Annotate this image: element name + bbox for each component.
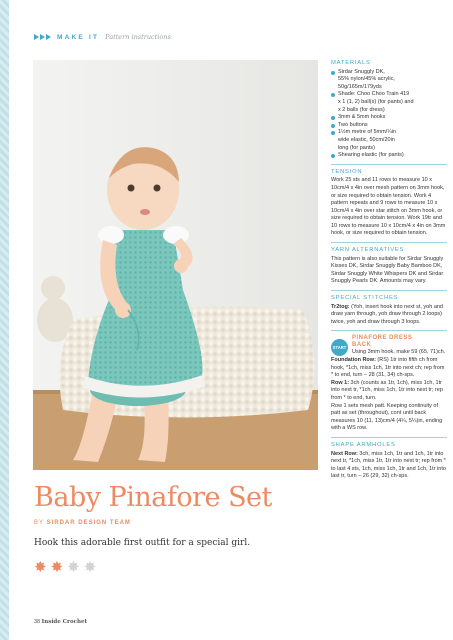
yarn-alternatives-heading: YARN ALTERNATIVES bbox=[331, 247, 405, 254]
tension-section bbox=[331, 169, 447, 243]
materials-heading: MATERIALS bbox=[331, 60, 371, 66]
rating-star-filled-icon: ✸ bbox=[34, 559, 47, 576]
byline bbox=[34, 520, 131, 526]
section-header bbox=[34, 33, 171, 41]
list-item: 1½m metre of 5mm/¼in wide elastic, 50cm/20in long (for pants) bbox=[331, 129, 447, 152]
list-item: Shearing elastic (for pants) bbox=[331, 152, 447, 160]
rating-star-empty-icon: ✸ bbox=[83, 559, 97, 576]
pattern-row: Foundation Row: (RS) 1tr into fifth ch from hook, *1ch, miss 1ch, 1tr into next ch; rep from * to end, turn – 28 (31, 34) ch-sps. bbox=[331, 357, 445, 379]
shape-armholes-text: Next Row: 3ch, miss 1ch, 1tr and 1ch, 1tr into next tr, *1ch, miss 1tr, 1tr into next tr; rep from * to last 4 sts, 1ch, miss 1ch, 1tr and 1ch, 1tr into last tr, turn – 26 (29, 32) ch-sps. bbox=[331, 450, 446, 480]
pattern-row: Row 1 sets mesh patt. Keeping continuity of patt as set (throughout), cont until back measures 10 (11, 13)cm/4 (4¼, 5¼)in, ending with a WS row. bbox=[331, 402, 443, 432]
materials-section bbox=[331, 60, 447, 165]
special-stitches-text: Tr2tog: (Yoh, insert hook into next st, yoh and draw yarn through, yoh draw through 2 loops) twice, yoh and draw through 3 loops. bbox=[331, 303, 443, 325]
shape-armholes-section bbox=[331, 442, 447, 485]
list-item: Two buttons bbox=[331, 122, 447, 130]
special-stitches-heading: SPECIAL STITCHES bbox=[331, 295, 399, 302]
pattern-row: Row 1: 3ch (counts as 1tr, 1ch), miss 1ch, 1tr into next tr, *1ch, miss 1ch, 1tr into next tr; rep from * to end, turn. bbox=[331, 379, 443, 401]
shape-armholes-heading: SHAPE ARMHOLES bbox=[331, 441, 396, 448]
page-number: 38 bbox=[34, 619, 41, 625]
list-item: Shade: Choo Choo Train 419 x 1 (1, 2) ball(s) (for pants) and x 2 balls (for dress) bbox=[331, 91, 447, 114]
rating-star-empty-icon: ✸ bbox=[67, 559, 80, 576]
baby-photo bbox=[33, 60, 318, 470]
arrows-icon bbox=[34, 34, 51, 40]
byline-designer: SIRDAR DESIGN TEAM bbox=[46, 520, 131, 526]
tension-heading: TENSION bbox=[331, 168, 363, 175]
tension-text: Work 25 sts and 11 rows to measure 10 x 10cm/4 x 4in over mesh pattern on 3mm hook, or size required to obtain tension. Work 4 pattern repeats and 9 rows to measure 10 x 10cm/4 x 4in over star stitch on 3mm hook, or size required to obtain tension. Work 19tr and 10 rows to measure 10 x 10cm/4 x 4in on 3mm hook, or size required to obtain tension. bbox=[331, 177, 446, 237]
decorative-edge-border bbox=[0, 0, 9, 640]
pinafore-heading: PINAFORE DRESS BACK bbox=[352, 335, 413, 349]
rating-star-filled-icon: ✸ bbox=[50, 559, 64, 576]
difficulty-rating bbox=[34, 560, 96, 575]
pinafore-section bbox=[331, 335, 447, 438]
materials-list bbox=[331, 69, 447, 160]
page-footer bbox=[34, 619, 87, 625]
byline-prefix: BY bbox=[34, 520, 44, 526]
pinafore-intro: Using 3mm hook, make 59 (65, 71)ch. bbox=[352, 349, 446, 356]
list-item: Sirdar Snuggly DK, 55% nylon/45% acrylic, 50g/165m/179yds bbox=[331, 69, 447, 92]
start-badge: START bbox=[331, 339, 348, 356]
yarn-alternatives-section bbox=[331, 247, 447, 291]
publication-name: Inside Crochet bbox=[41, 619, 88, 625]
standfirst: Hook this adorable first outfit for a special girl. bbox=[34, 538, 251, 548]
section-subtitle: Pattern instructions bbox=[105, 33, 171, 41]
special-stitches-section bbox=[331, 295, 447, 331]
article-title: Baby Pinafore Set bbox=[34, 482, 272, 513]
list-item: 3mm & 5mm hooks bbox=[331, 114, 447, 122]
yarn-alternatives-text: This pattern is also suitable for Sirdar Snuggly Kisses DK, Sirdar Snuggly Baby Bamboo DK, Sirdar Snuggly White Whispers DK and Sirdar Snuggly Pearls DK. Amounts may vary. bbox=[331, 255, 444, 285]
section-label: MAKE IT bbox=[57, 33, 100, 41]
pattern-column bbox=[331, 60, 447, 489]
